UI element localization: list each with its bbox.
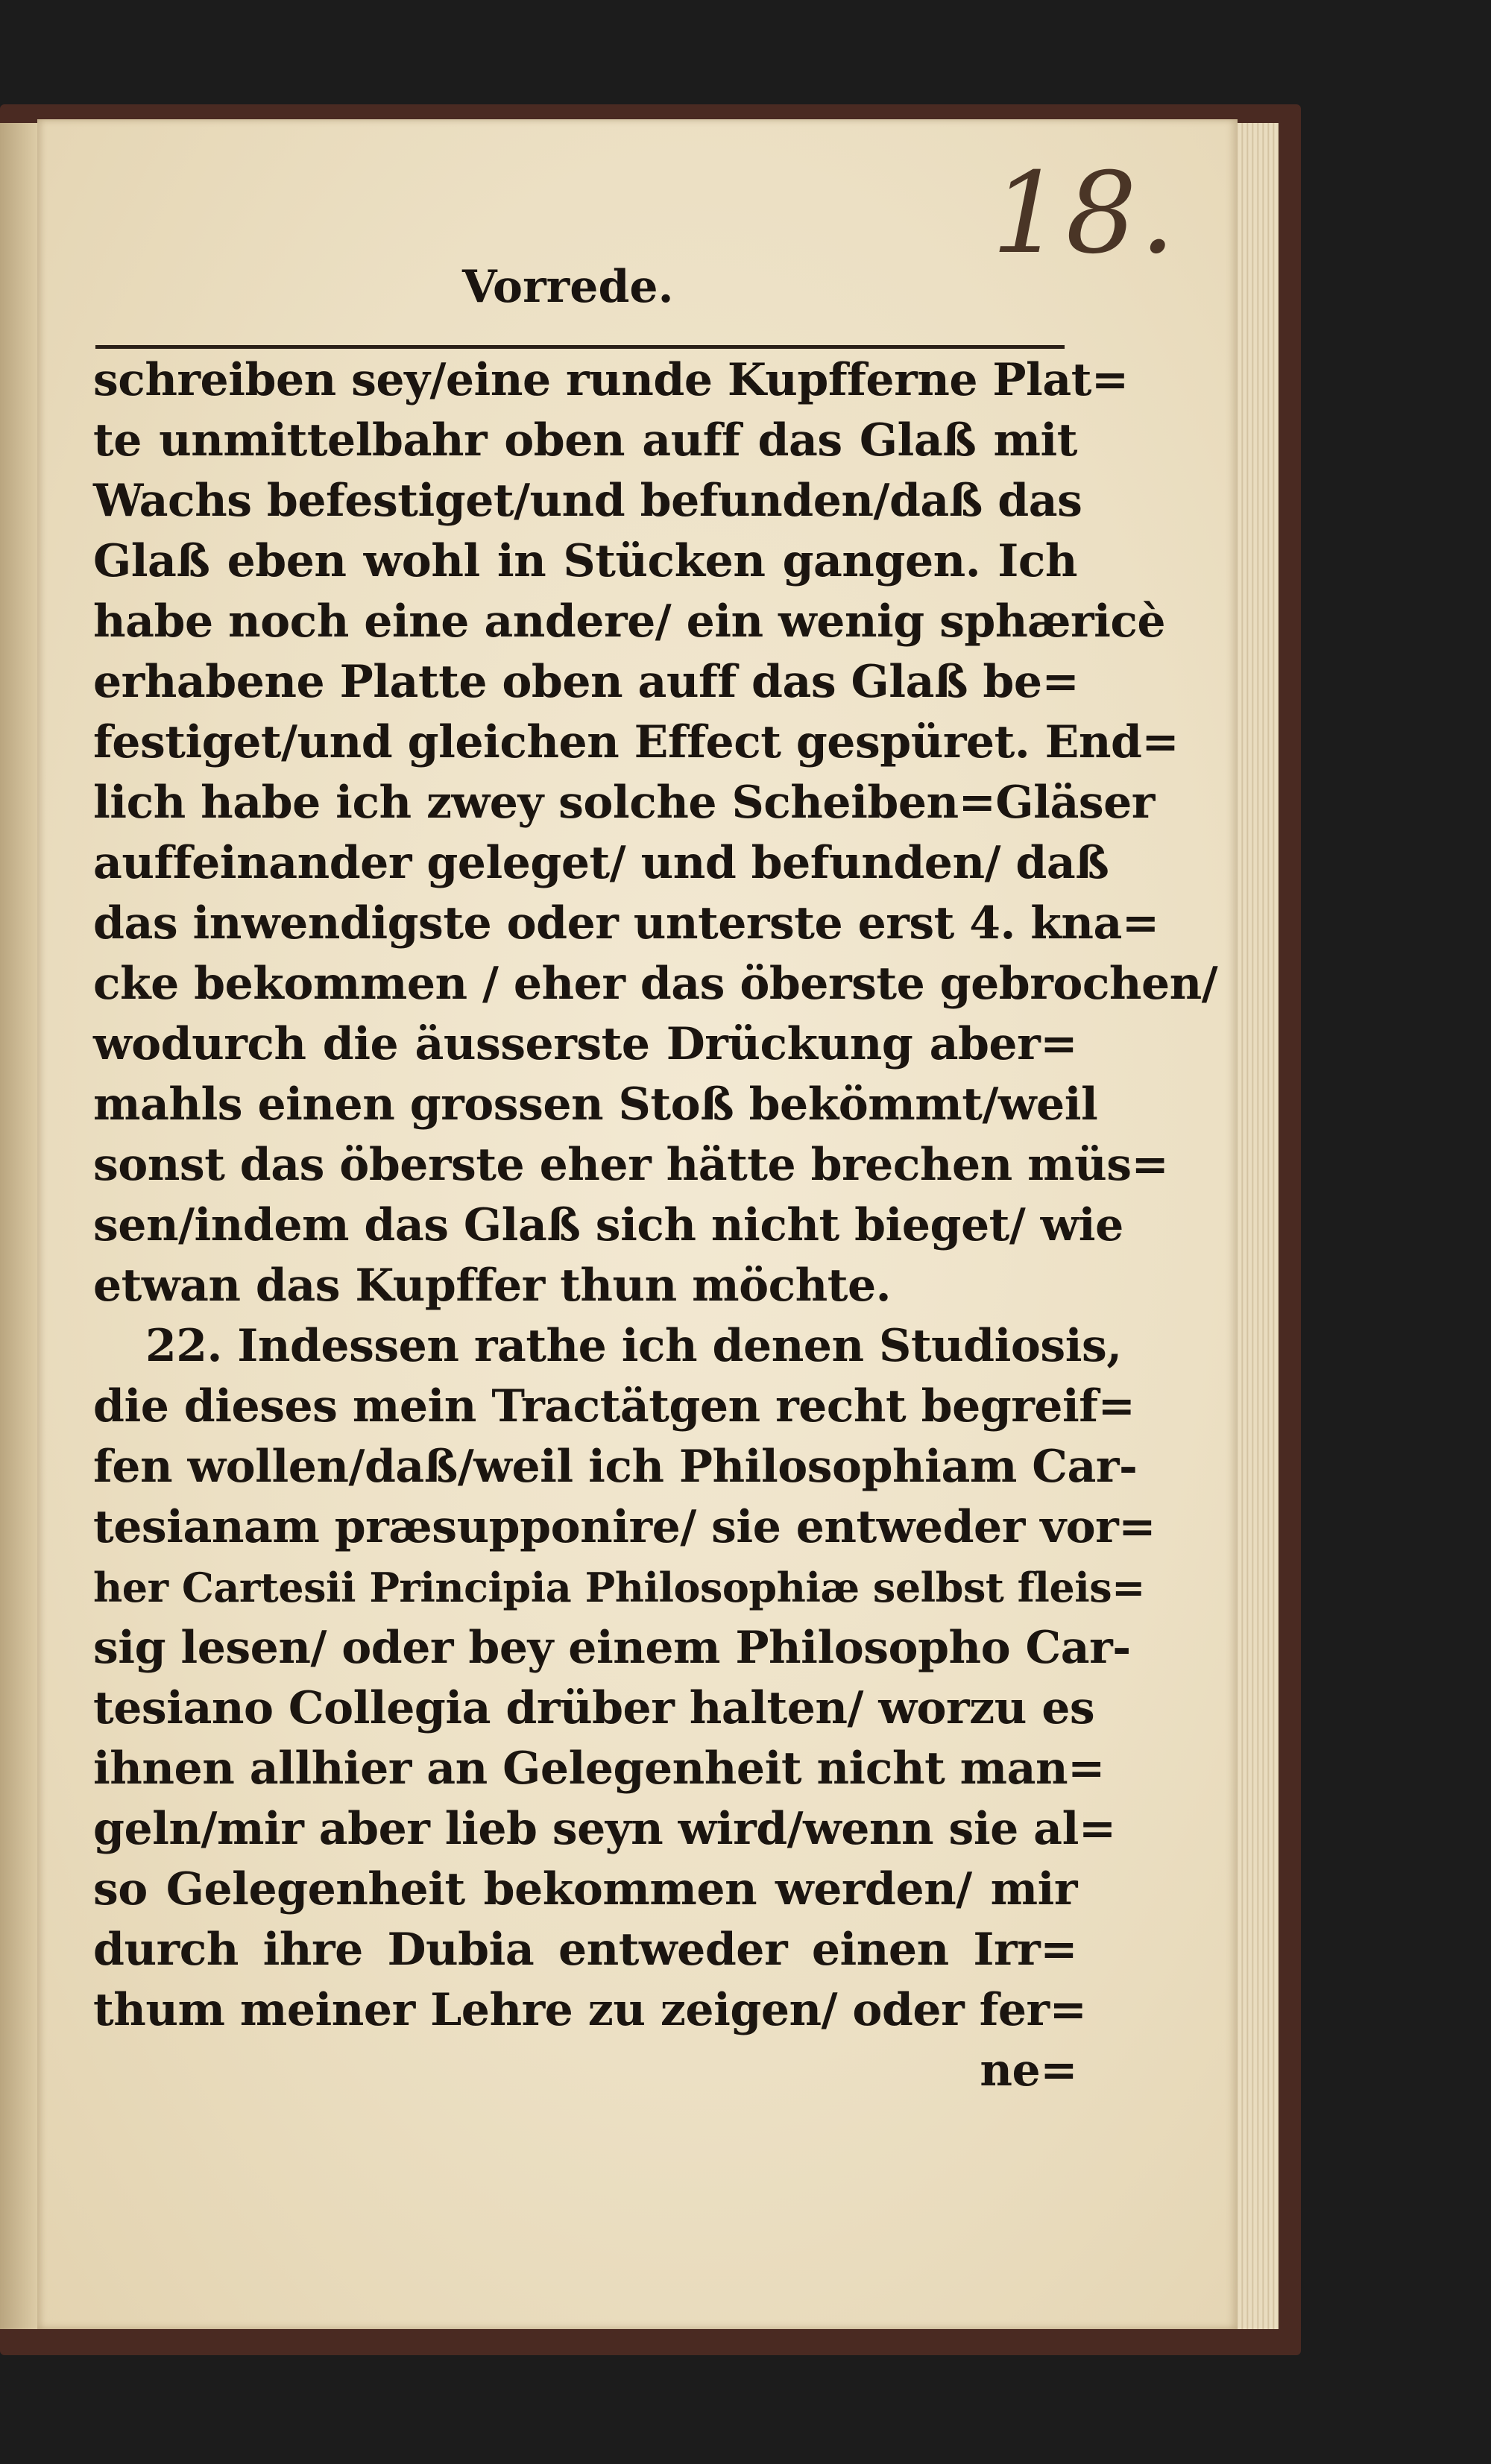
running-head: Vorrede. (462, 261, 674, 313)
text-line: tesiano Collegia drüber halten/ worzu es (93, 1682, 1095, 1734)
text-line: die dieses mein Tractätgen recht begreif= (93, 1380, 1135, 1432)
text-line: festiget/und gleichen Effect gespüret. End= (93, 716, 1179, 768)
text-line: durch ihre Dubia entweder einen Irr= (93, 1924, 1077, 1976)
text-line: auffeinander geleget/ und befunden/ daß (93, 837, 1109, 889)
body-text (93, 350, 1218, 2101)
text-line: erhabene Platte oben auff das Glaß be= (93, 656, 1079, 708)
catchword: ne= (980, 2044, 1077, 2097)
text-line: so Gelegenheit bekommen werden/ mir (93, 1863, 1077, 1915)
text-line: tesianam præsupponire/ sie entweder vor= (93, 1501, 1156, 1553)
text-line: schreiben sey/eine runde Kupfferne Plat= (93, 354, 1129, 406)
text-line: fen wollen/daß/weil ich Philosophiam Car- (93, 1441, 1138, 1493)
text-line: sen/indem das Glaß sich nicht bieget/ wie (93, 1199, 1123, 1251)
text-line: Glaß eben wohl in Stücken gangen. Ich (93, 535, 1077, 587)
text-line: habe noch eine andere/ ein wenig sphæricè (93, 596, 1166, 648)
text-line: geln/mir aber lieb seyn wird/wenn sie al= (93, 1803, 1116, 1855)
facing-page-edge (0, 123, 37, 2329)
text-line: ihnen allhier an Gelegenheit nicht man= (93, 1743, 1105, 1795)
folio-number: 18. (992, 149, 1179, 279)
text-line: lich habe ich zwey solche Scheiben=Gläser (93, 777, 1155, 829)
paragraph-start-line: 22. Indessen rathe ich denen Studiosis, (145, 1320, 1122, 1372)
text-line: das inwendigste oder unterste erst 4. kna= (93, 897, 1159, 950)
text-line: Wachs befestiget/und befunden/daß das (93, 475, 1082, 527)
text-line: wodurch die äusserste Drückung aber= (93, 1018, 1077, 1070)
text-line: sonst das öberste eher hätte brechen müs= (93, 1139, 1169, 1191)
text-line: etwan das Kupffer thun möchte. (93, 1260, 892, 1312)
text-line: te unmittelbahr oben auff das Glaß mit (93, 414, 1077, 467)
header-rule (95, 345, 1065, 349)
text-line: mahls einen grossen Stoß bekömmt/weil (93, 1078, 1098, 1131)
text-line: cke bekommen / eher das öberste gebrochen/ (93, 958, 1218, 1010)
text-line: sig lesen/ oder bey einem Philosopho Car- (93, 1622, 1131, 1674)
text-line: her Cartesii Principia Philosophiæ selbst fleis= (93, 1564, 1145, 1611)
text-line: thum meiner Lehre zu zeigen/ oder fer= (93, 1984, 1087, 2036)
